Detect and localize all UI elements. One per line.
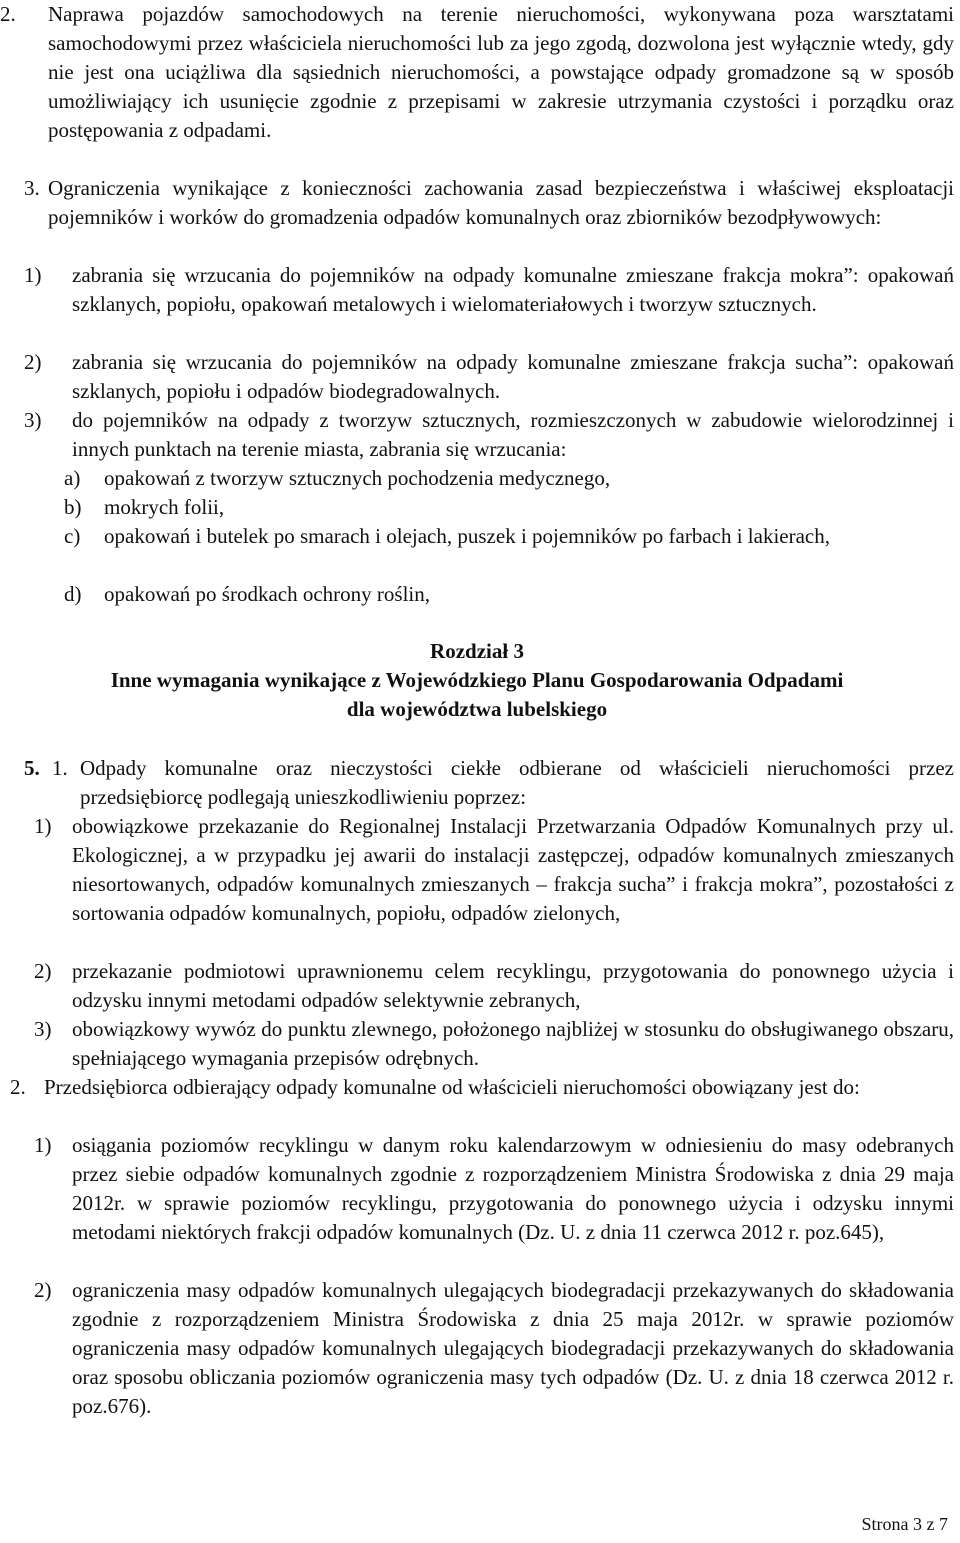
sublist-item-letter: d) (64, 582, 82, 606)
list-item (34, 812, 954, 928)
chapter-subtitle-line-1: Inne wymagania wynikające z Wojewódzkiego Planu Gospodarowania Odpadami (110, 668, 844, 692)
list-item-text: zabrania się wrzucania do pojemników na odpady komunalne zmieszane frakcja sucha”: opakowań szklanych, popiołu i odpadów biodegradowalnych. (72, 350, 954, 403)
paragraph-number: 1. (52, 756, 68, 780)
paragraph-3 (24, 174, 954, 232)
list-item-text: do pojemników na odpady z tworzyw sztucznych, rozmieszczonych w zabudowie wielorodzinnej i innych punktach na terenie miasta, zabrania się wrzucania: (72, 408, 954, 461)
sublist-item-text: opakowań i butelek po smarach i olejach, puszek i pojemników po farbach i lakierach, (104, 524, 830, 548)
paragraph-number: 2. (0, 2, 16, 26)
chapter-subtitle-line-2: dla województwa lubelskiego (346, 697, 608, 721)
list-item-number: 2) (34, 1278, 52, 1302)
list-item (24, 261, 954, 319)
sublist-item (64, 522, 954, 551)
list-item (34, 1276, 954, 1421)
chapter-title: Rozdział 3 (430, 639, 524, 663)
page-number-footer: Strona 3 z 7 (861, 1514, 948, 1534)
list-item (34, 957, 954, 1015)
paragraph-text: Przedsiębiorca odbierający odpady komunalne od właścicieli nieruchomości obowiązany jest do: (44, 1075, 860, 1099)
list-item-number: 3) (24, 408, 42, 432)
list-item-text: zabrania się wrzucania do pojemników na odpady komunalne zmieszane frakcja mokra”: opakowań szklanych, popiołu, opakowań metalowych i wielomateriałowych i tworzyw sztucznych. (72, 263, 954, 316)
paragraph-2 (0, 0, 954, 145)
list-item-number: 1) (34, 1133, 52, 1157)
list-item (24, 348, 954, 406)
paragraph-number: 3. (24, 176, 40, 200)
section-number: 5. (24, 756, 40, 780)
list-item (34, 1131, 954, 1247)
list-item-number: 2) (34, 959, 52, 983)
sublist-item-letter: c) (64, 524, 81, 548)
list-item-text: ograniczenia masy odpadów komunalnych ulegających biodegradacji przekazywanych do składowania zgodnie z rozporządzeniem Ministra Środowiska z dnia 25 maja 2012r. w sprawie poziomów ograniczenia masy odpadów komunalnych ulegających biodegradacji przekazywanych do składowania oraz sposobu obliczania poziomów ograniczenia masy tych odpadów (Dz. U. z dnia 18 czerwca 2012 r. poz.676). (72, 1278, 954, 1418)
paragraph-text: Odpady komunalne oraz nieczystości ciekłe odbierane od właścicieli nieruchomości przez przedsiębiorcę podlegają unieszkodliwieniu poprzez: (80, 756, 954, 809)
section-5-paragraph-2 (10, 1073, 954, 1102)
list-item (24, 406, 954, 464)
list-item-number: 1) (24, 263, 42, 287)
sublist-item-letter: a) (64, 466, 81, 490)
list-item-text: obowiązkowe przekazanie do Regionalnej Instalacji Przetwarzania Odpadów Komunalnych przy ul. Ekologicznej, a w przypadku jej awarii do instalacji zastępczej, odpadów komunalnych zmieszanych niesortowanych, odpadów komunalnych zmieszanych – frakcja sucha” i frakcja mokra”, pozostałości z sortowania odpadów komunalnych, popiołu, odpadów zielonych, (72, 814, 954, 925)
paragraph-text: Ograniczenia wynikające z konieczności zachowania zasad bezpieczeństwa i właściwej eksploatacji pojemników i worków do gromadzenia odpadów komunalnych oraz zbiorników bezodpływowych: (48, 176, 954, 229)
paragraph-text: Naprawa pojazdów samochodowych na terenie nieruchomości, wykonywana poza warsztatami samochodowymi przez właściciela nieruchomości lub za jego zgodą, dozwolona jest wyłącznie wtedy, gdy nie jest ona uciążliwa dla sąsiednich nieruchomości, a powstające odpady gromadzone są w sposób umożliwiający ich usunięcie zgodnie z przepisami w zakresie utrzymania czystości i porządku oraz postępowania z odpadami. (48, 2, 954, 142)
sublist-item-text: opakowań z tworzyw sztucznych pochodzenia medycznego, (104, 466, 611, 490)
sublist-item-text: opakowań po środkach ochrony roślin, (104, 582, 431, 606)
sublist-item-letter: b) (64, 495, 82, 519)
list-item-number: 1) (34, 814, 52, 838)
sublist-item (64, 493, 954, 522)
list-item-text: obowiązkowy wywóz do punktu zlewnego, położonego najbliżej w stosunku do obsługiwanego obszaru, spełniającego wymagania przepisów odrębnych. (72, 1017, 954, 1070)
section-5-paragraph-1 (24, 754, 954, 812)
list-item-text: osiągania poziomów recyklingu w danym roku kalendarzowym w odniesieniu do masy odebranych przez siebie odpadów komunalnych zgodnie z rozporządzeniem Ministra Środowiska z dnia 29 maja 2012r. w sprawie poziomów recyklingu, przygotowania do ponownego użycia i odzysku innymi metodami niektórych frakcji odpadów komunalnych (Dz. U. z dnia 11 czerwca 2012 r. poz.645), (72, 1133, 954, 1244)
sublist-item-text: mokrych folii, (104, 495, 225, 519)
sublist-item (64, 464, 954, 493)
chapter-heading (0, 637, 954, 724)
paragraph-number: 2. (10, 1075, 26, 1099)
list-item-number: 2) (24, 350, 42, 374)
list-item-text: przekazanie podmiotowi uprawnionemu celem recyklingu, przygotowania do ponownego użycia i odzysku innymi metodami odpadów selektywnie zebranych, (72, 959, 954, 1012)
sublist-item (64, 580, 954, 609)
list-item (34, 1015, 954, 1073)
list-item-number: 3) (34, 1017, 52, 1041)
